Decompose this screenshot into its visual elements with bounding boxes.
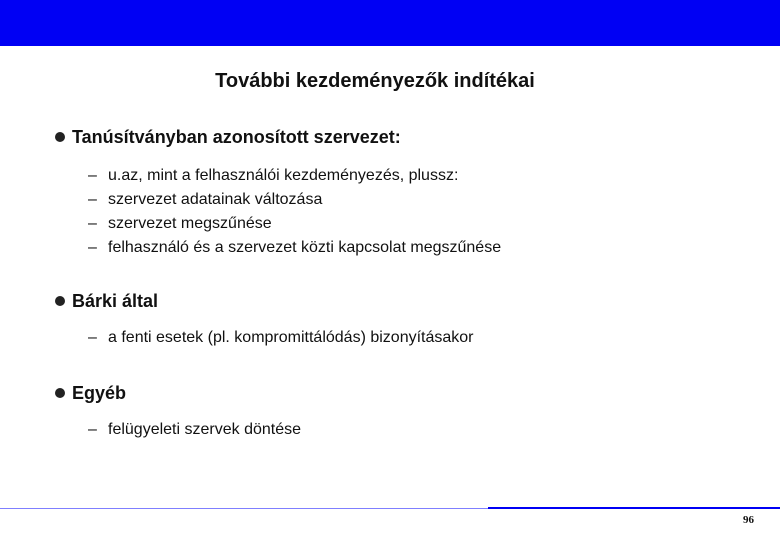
list-item-text: u.az, mint a felhasználói kezdeményezés, plussz:	[108, 167, 459, 184]
dash-icon: –	[88, 329, 97, 346]
bullet-heading	[52, 290, 752, 312]
header-bar	[0, 0, 780, 46]
dash-icon: –	[88, 167, 97, 184]
dash-icon: –	[88, 239, 97, 256]
list-item	[52, 212, 752, 236]
list-item	[52, 326, 752, 350]
bullet-heading	[52, 126, 752, 148]
page-number: 96	[743, 514, 754, 526]
dash-icon: –	[88, 421, 97, 438]
section-other	[52, 382, 752, 442]
dash-icon: –	[88, 215, 97, 232]
bullet-heading	[52, 382, 752, 404]
sub-list	[52, 326, 752, 350]
section-heading: Tanúsítványban azonosított szervezet:	[72, 127, 401, 147]
section-organization	[52, 126, 752, 260]
slide-title: További kezdeményezők indítékai	[215, 70, 535, 92]
list-item-text: szervezet adatainak változása	[108, 191, 323, 208]
dash-icon: –	[88, 191, 97, 208]
list-item	[52, 164, 752, 188]
list-item-text: a fenti esetek (pl. kompromittálódás) bizonyításakor	[108, 329, 474, 346]
section-heading: Egyéb	[72, 383, 127, 403]
list-item	[52, 418, 752, 442]
list-item	[52, 188, 752, 212]
bullet-dot-icon	[55, 132, 65, 142]
list-item	[52, 236, 752, 260]
footer-divider-accent	[488, 507, 780, 509]
sub-list	[52, 164, 752, 260]
list-item-text: felhasználó és a szervezet közti kapcsolat megszűnése	[108, 239, 502, 256]
list-item-text: felügyeleti szervek döntése	[108, 421, 301, 438]
section-heading: Bárki által	[72, 291, 159, 311]
slide-content	[52, 126, 752, 442]
sub-list	[52, 418, 752, 442]
bullet-dot-icon	[55, 388, 65, 398]
bullet-dot-icon	[55, 296, 65, 306]
section-anyone	[52, 290, 752, 350]
list-item-text: szervezet megszűnése	[108, 215, 272, 232]
